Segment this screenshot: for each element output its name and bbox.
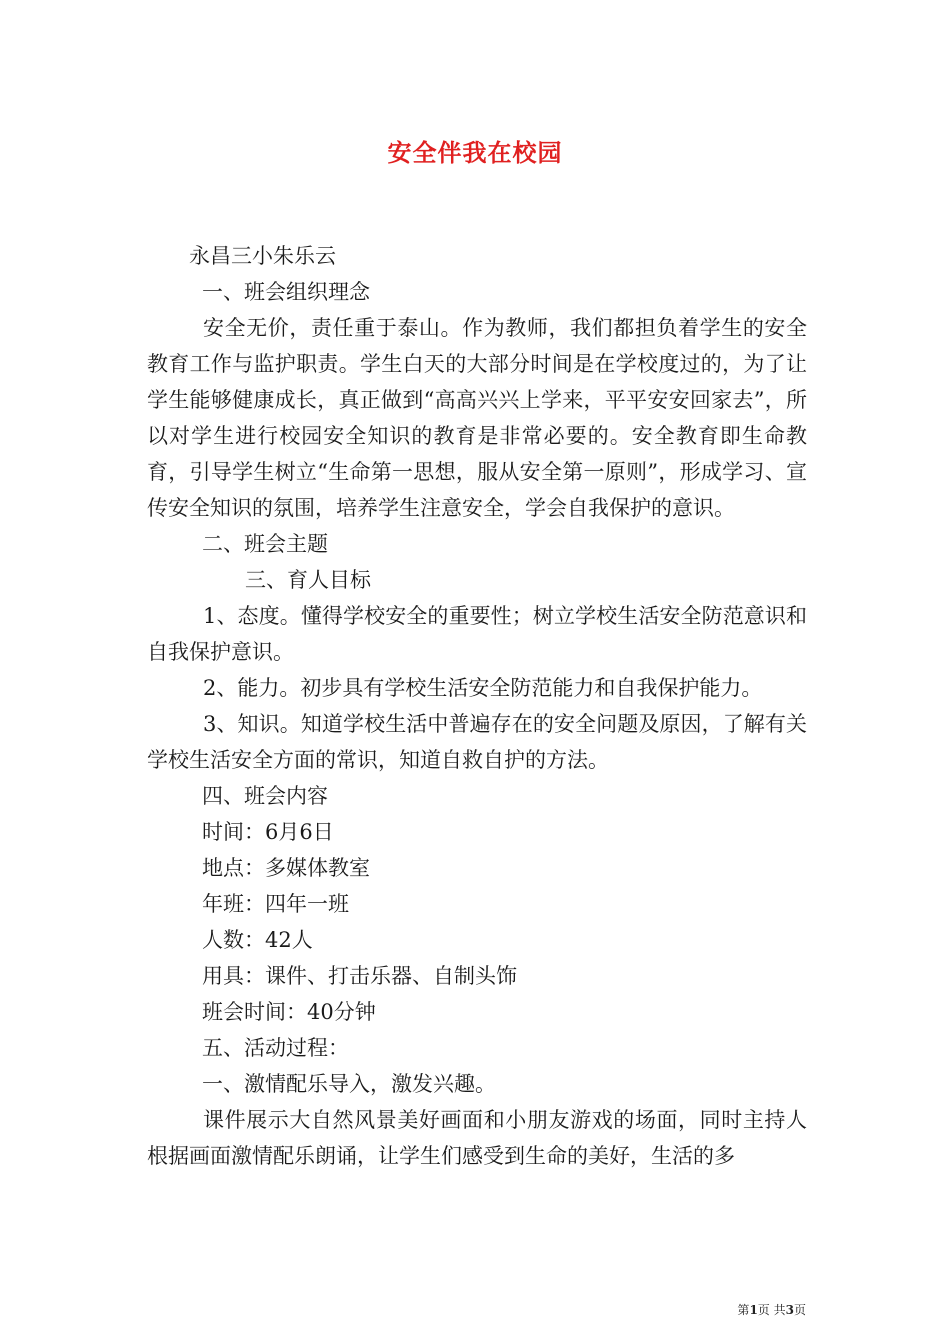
footer-total-pages: 3	[785, 1303, 794, 1317]
goal-item-attitude: 1、态度。懂得学校安全的重要性；树立学校生活安全防范意识和自我保护意识。	[147, 604, 807, 664]
page-footer	[737, 1301, 806, 1318]
detail-time: 时间：6月6日	[202, 820, 334, 844]
detail-duration: 班会时间：40分钟	[202, 1000, 376, 1024]
section-heading-4: 四、班会内容	[202, 784, 328, 808]
step-1-paragraph: 课件展示大自然风景美好画面和小朋友游戏的场面，同时主持人根据画面激情配乐朗诵，让学生们感受到生命的美好，生活的多	[147, 1108, 807, 1168]
goal-item-ability: 2、能力。初步具有学校生活安全防范能力和自我保护能力。	[203, 676, 763, 700]
footer-middle: 页 共	[757, 1303, 786, 1317]
document-title: 安全伴我在校园	[387, 138, 563, 167]
footer-prefix: 第	[737, 1303, 750, 1317]
detail-headcount: 人数：42人	[202, 928, 313, 952]
section-heading-2: 二、班会主题	[202, 532, 328, 556]
section-heading-1: 一、班会组织理念	[202, 280, 370, 304]
section-1-paragraph: 安全无价，责任重于泰山。作为教师，我们都担负着学生的安全教育工作与监护职责。学生白天的大部分时间是在学校度过的，为了让学生能够健康成长，真正做到“高高兴兴上学来，平平安安回家去”，所以对学生进行校园安全知识的教育是非常必要的。安全教育即生命教育，引导学生树立“生命第一思想，服从安全第一原则”，形成学习、宣传安全知识的氛围，培养学生注意安全，学会自我保护的意识。	[147, 316, 807, 520]
detail-location: 地点：多媒体教室	[202, 856, 370, 880]
section-heading-3: 三、育人目标	[245, 568, 371, 592]
footer-suffix: 页	[793, 1303, 806, 1317]
author-line: 永昌三小朱乐云	[189, 244, 336, 268]
footer-page-number: 1	[749, 1303, 758, 1317]
goal-item-knowledge: 3、知识。知道学校生活中普遍存在的安全问题及原因，了解有关学校生活安全方面的常识，知道自救自护的方法。	[147, 712, 807, 772]
detail-tools: 用具：课件、打击乐器、自制头饰	[202, 964, 517, 988]
step-1-heading: 一、激情配乐导入，激发兴趣。	[202, 1072, 496, 1096]
detail-class: 年班：四年一班	[202, 892, 349, 916]
document-body	[147, 238, 807, 1174]
section-heading-5: 五、活动过程：	[202, 1036, 349, 1060]
